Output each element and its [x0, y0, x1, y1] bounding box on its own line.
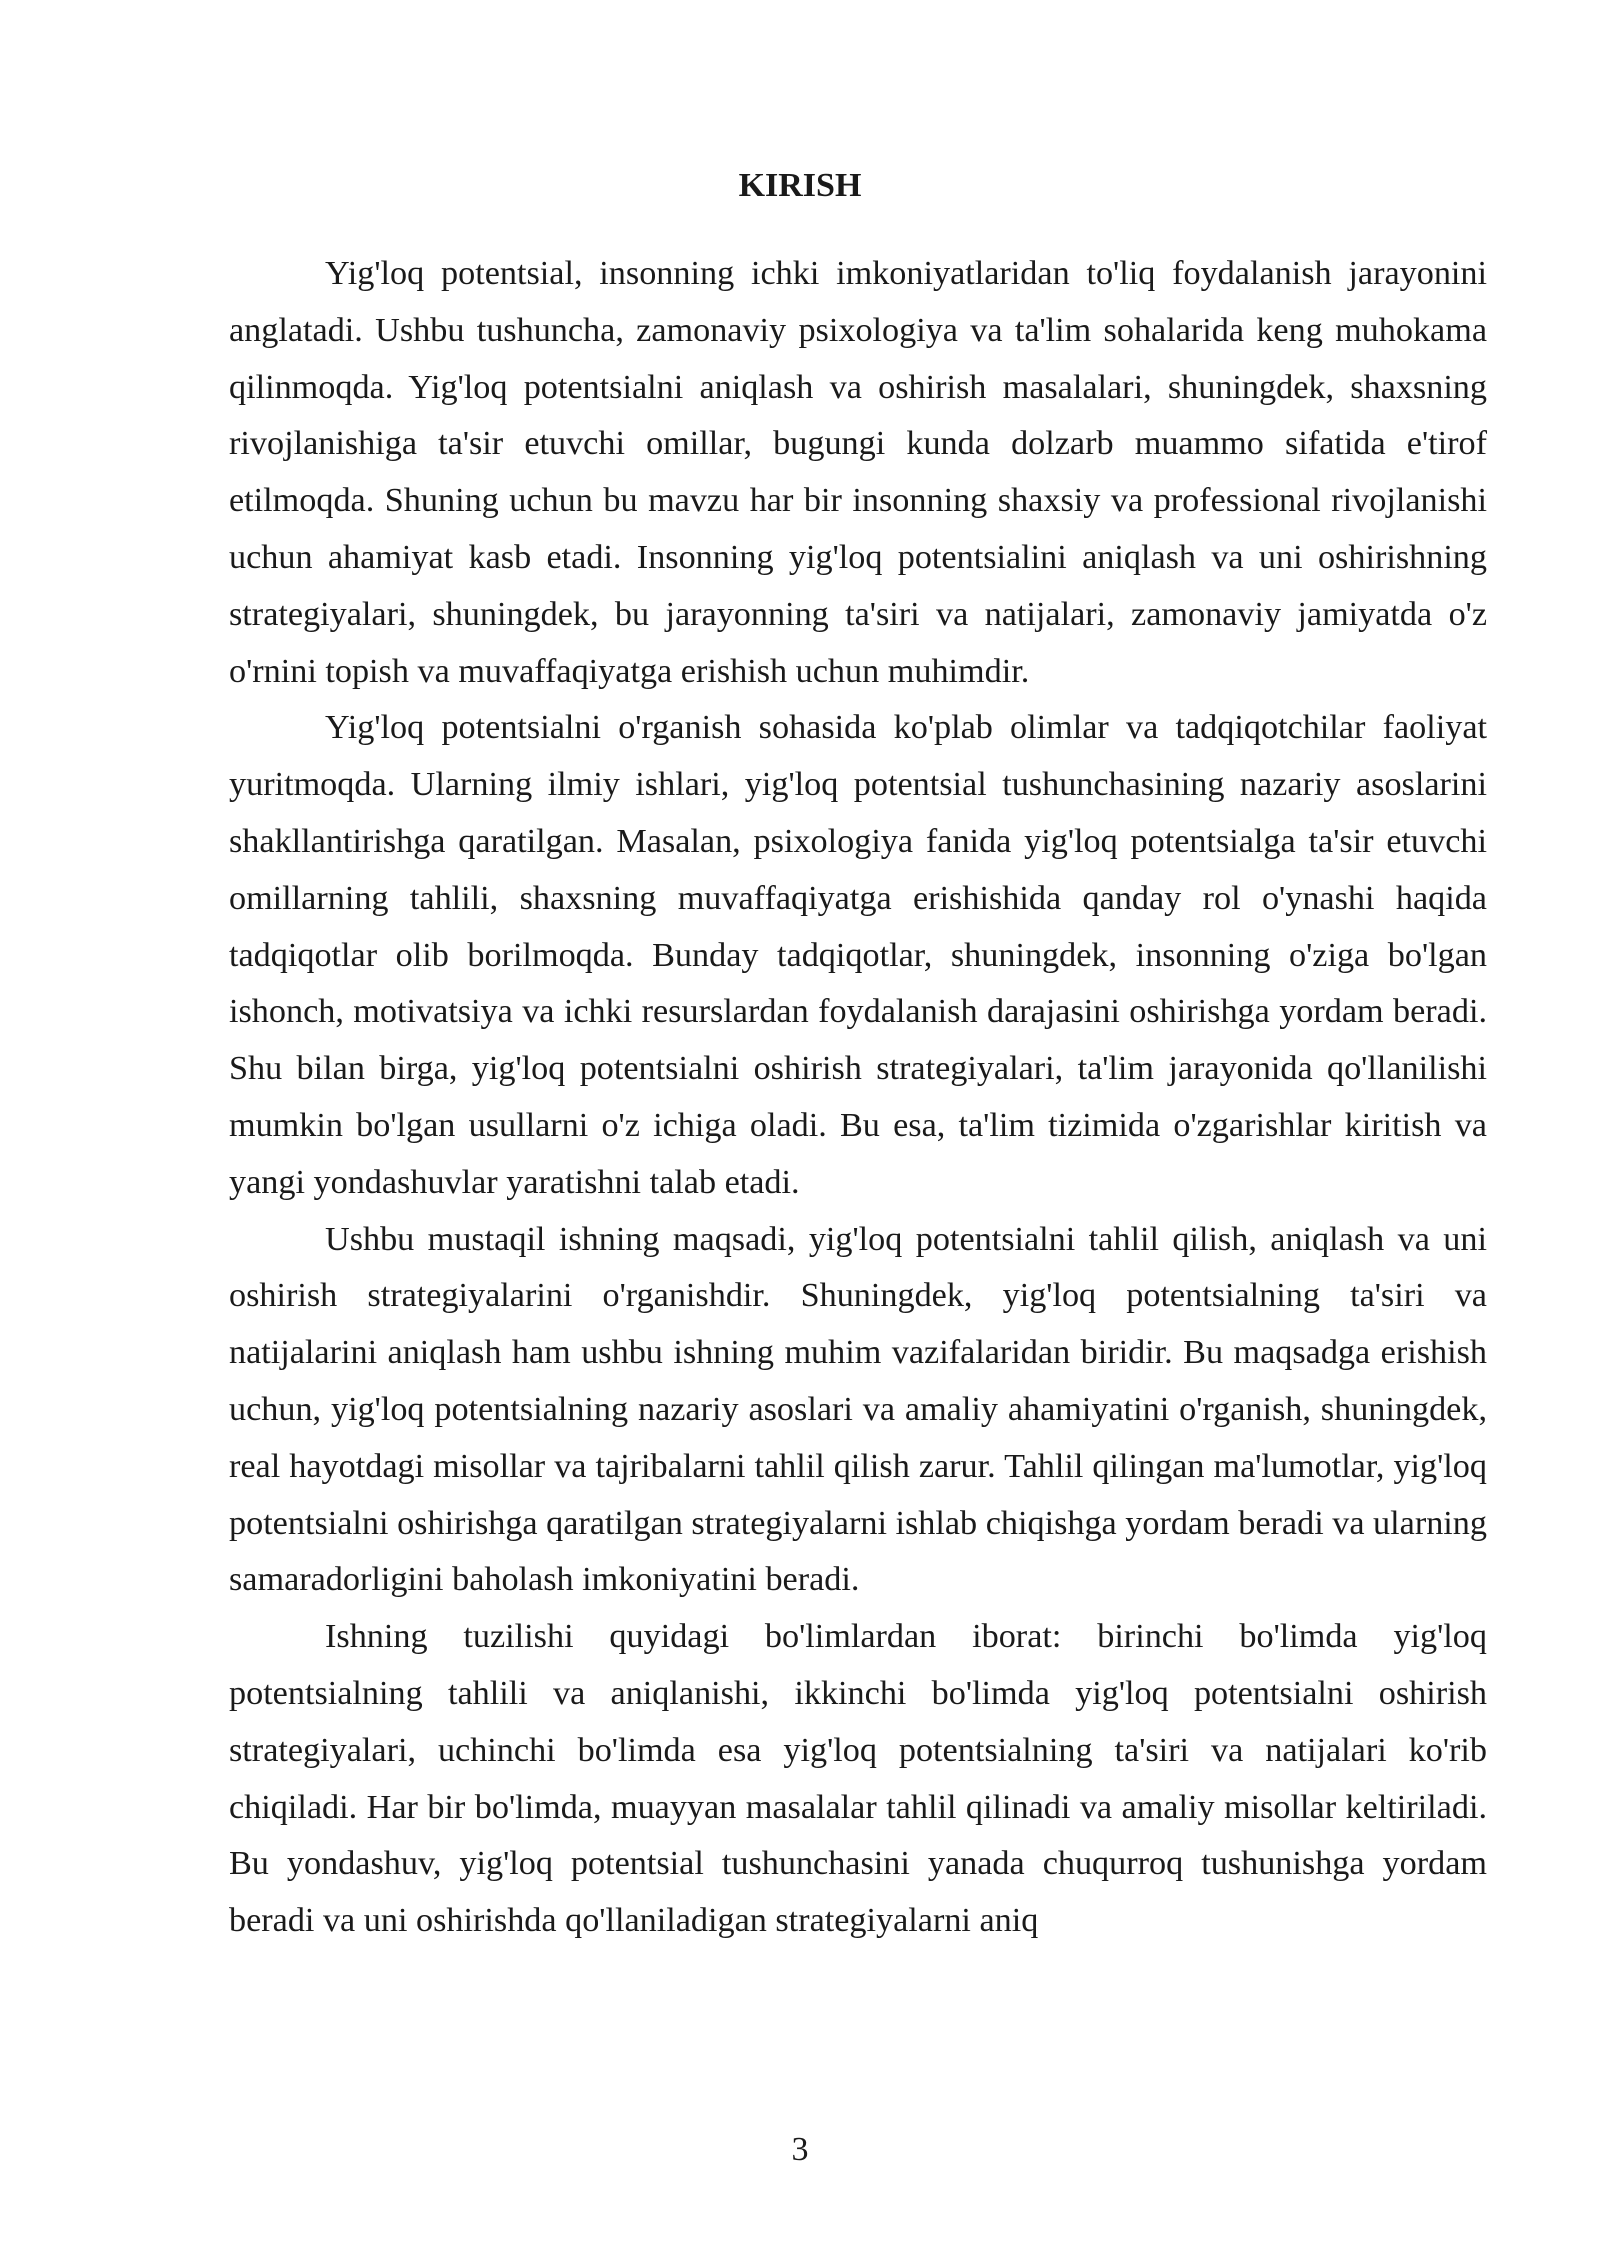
paragraph-4: Ishning tuzilishi quyidagi bo'limlardan iborat: birinchi bo'limda yig'loq potentsialning tahlili va aniqlanishi, ikkinchi bo'limda yig'loq potentsialni oshirish strategiyalari, uchinchi bo'limda esa yig'loq potentsialning ta'siri va natijalari ko'rib chiqiladi. Har bir bo'limda, muayyan masalalar tahlil qilinadi va amaliy misollar keltiriladi. Bu yondashuv, yig'loq potentsial tushunchasini yanada chuqurroq tushunishga yordam beradi va uni oshirishda qo'llaniladigan strategiyalarni aniq — [229, 1618, 1487, 1940]
paragraph-1: Yig'loq potentsial, insonning ichki imkoniyatlaridan to'liq foydalanish jarayonini anglatadi. Ushbu tushuncha, zamonaviy psixologiya va ta'lim sohalarida keng muhokama qilinmoqda. Yig'loq potentsialni aniqlash va oshirish masalalari, shuningdek, shaxsning rivojlanishiga ta'sir etuvchi omillar, bugungi kunda dolzarb muammo sifatida e'tirof etilmoqda. Shuning uchun bu mavzu har bir insonning shaxsiy va professional rivojlanishi uchun ahamiyat kasb etadi. Insonning yig'loq potentsialini aniqlash va uni oshirishning strategiyalari, shuningdek, bu jarayonning ta'siri va natijalari, zamonaviy jamiyatda o'z o'rnini topish va muvaffaqiyatga erishish uchun muhimdir. — [229, 255, 1487, 690]
page-title: KIRISH — [738, 167, 862, 204]
page-number: 3 — [791, 2131, 809, 2168]
document-body — [229, 246, 1487, 1950]
paragraph-3: Ushbu mustaqil ishning maqsadi, yig'loq potentsialni tahlil qilish, aniqlash va uni oshirish strategiyalarini o'rganishdir. Shuningdek, yig'loq potentsialning ta'siri va natijalarini aniqlash ham ushbu ishning muhim vazifalaridan biridir. Bu maqsadga erishish uchun, yig'loq potentsialning nazariy asoslari va amaliy ahamiyatini o'rganish, shuningdek, real hayotdagi misollar va tajribalarni tahlil qilish zarur. Tahlil qilingan ma'lumotlar, yig'loq potentsialni oshirishga qaratilgan strategiyalarni ishlab chiqishga yordam beradi va ularning samaradorligini baholash imkoniyatini beradi. — [229, 1220, 1487, 1599]
paragraph-2: Yig'loq potentsialni o'rganish sohasida ko'plab olimlar va tadqiqotchilar faoliyat yuritmoqda. Ularning ilmiy ishlari, yig'loq potentsial tushunchasining nazariy asoslarini shakllantirishga qaratilgan. Masalan, psixologiya fanida yig'loq potentsialga ta'sir etuvchi omillarning tahlili, shaxsning muvaffaqiyatga erishishida qanday rol o'ynashi haqida tadqiqotlar olib borilmoqda. Bunday tadqiqotlar, shuningdek, insonning o'ziga bo'lgan ishonch, motivatsiya va ichki resurslardan foydalanish darajasini oshirishga yordam beradi. Shu bilan birga, yig'loq potentsialni oshirish strategiyalari, ta'lim jarayonida qo'llanilishi mumkin bo'lgan usullarni o'z ichiga oladi. Bu esa, ta'lim tizimida o'zgarishlar kiritish va yangi yondashuvlar yaratishni talab etadi. — [229, 709, 1487, 1201]
